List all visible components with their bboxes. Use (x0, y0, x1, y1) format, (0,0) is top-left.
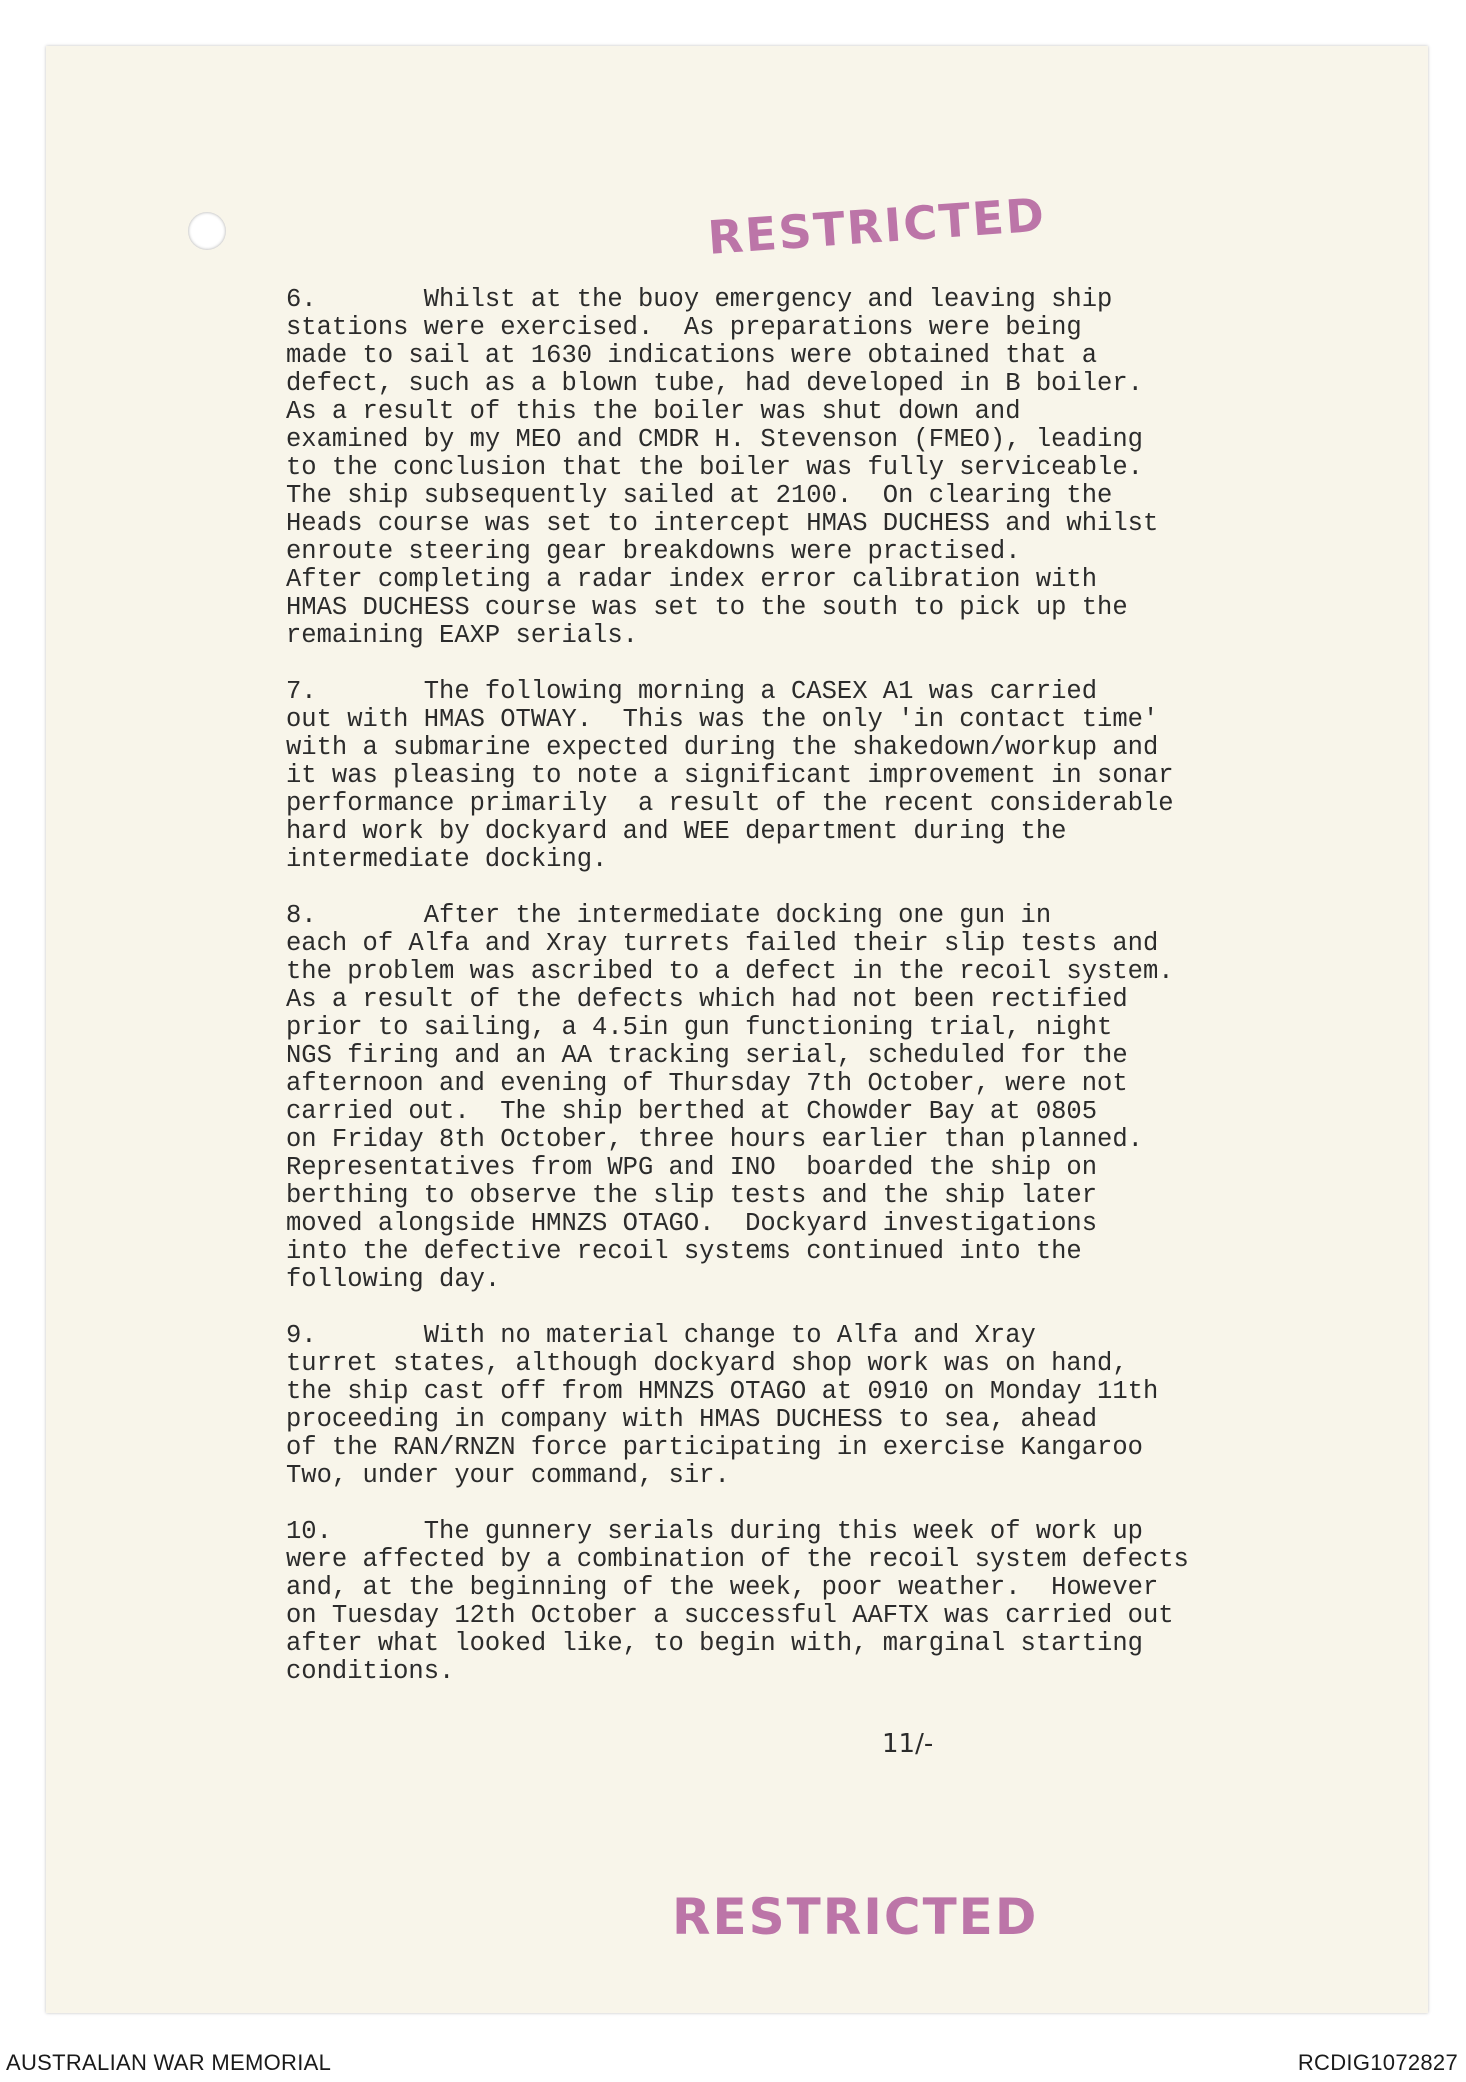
text-line: with a submarine expected during the shakedown/workup and (286, 733, 1159, 762)
text-line: hard work by dockyard and WEE department during the (286, 817, 1067, 846)
text-line: NGS firing and an AA tracking serial, scheduled for the (286, 1041, 1128, 1070)
text-line: Two, under your command, sir. (286, 1461, 730, 1490)
text-line: were affected by a combination of the recoil system defects (286, 1545, 1189, 1574)
text-line: following day. (286, 1265, 501, 1294)
text-line: carried out. The ship berthed at Chowder Bay at 0805 (286, 1097, 1098, 1126)
text-line: 9. With no material change to Alfa and Xray (286, 1321, 1036, 1350)
text-line: the ship cast off from HMNZS OTAGO at 0910 on Monday 11th (286, 1377, 1159, 1406)
text-line: performance primarily a result of the recent considerable (286, 789, 1174, 818)
text-line: The ship subsequently sailed at 2100. On clearing the (286, 481, 1113, 510)
text-line: moved alongside HMNZS OTAGO. Dockyard investigations (286, 1209, 1098, 1238)
text-line: it was pleasing to note a significant improvement in sonar (286, 761, 1174, 790)
paragraph-8 (286, 902, 1286, 1294)
text-line: remaining EAXP serials. (286, 621, 638, 650)
paragraph-9 (286, 1322, 1286, 1490)
text-line: to the conclusion that the boiler was fully serviceable. (286, 453, 1143, 482)
text-line: 10. The gunnery serials during this week of work up (286, 1517, 1143, 1546)
paragraph-7 (286, 678, 1286, 874)
text-line: 8. After the intermediate docking one gun in (286, 901, 1052, 930)
text-line: berthing to observe the slip tests and the ship later (286, 1181, 1098, 1210)
text-line: After completing a radar index error calibration with (286, 565, 1098, 594)
document-body (286, 286, 1286, 1714)
text-line: into the defective recoil systems continued into the (286, 1237, 1082, 1266)
text-line: defect, such as a blown tube, had developed in B boiler. (286, 369, 1143, 398)
paragraph-10 (286, 1518, 1286, 1686)
text-line: enroute steering gear breakdowns were practised. (286, 537, 1021, 566)
text-line: examined by my MEO and CMDR H. Stevenson (FMEO), leading (286, 425, 1143, 454)
text-line: and, at the beginning of the week, poor weather. However (286, 1573, 1159, 1602)
text-line: on Tuesday 12th October a successful AAFTX was carried out (286, 1601, 1174, 1630)
text-line: afternoon and evening of Thursday 7th October, were not (286, 1069, 1128, 1098)
text-line: the problem was ascribed to a defect in the recoil system. (286, 957, 1174, 986)
restricted-stamp-top: RESTRICTED (706, 187, 1048, 265)
text-line: each of Alfa and Xray turrets failed their slip tests and (286, 929, 1159, 958)
text-line: HMAS DUCHESS course was set to the south to pick up the (286, 593, 1128, 622)
text-line: Heads course was set to intercept HMAS DUCHESS and whilst (286, 509, 1159, 538)
paragraph-6 (286, 286, 1286, 650)
text-line: conditions. (286, 1657, 455, 1686)
text-line: stations were exercised. As preparations were being (286, 313, 1082, 342)
text-line: Representatives from WPG and INO boarded the ship on (286, 1153, 1098, 1182)
text-line: 7. The following morning a CASEX A1 was carried (286, 677, 1098, 706)
text-line: As a result of this the boiler was shut down and (286, 397, 1021, 426)
punch-hole (188, 212, 226, 250)
text-line: on Friday 8th October, three hours earlier than planned. (286, 1125, 1143, 1154)
text-line: made to sail at 1630 indications were obtained that a (286, 341, 1098, 370)
text-line: proceeding in company with HMAS DUCHESS to sea, ahead (286, 1405, 1098, 1434)
text-line: out with HMAS OTWAY. This was the only 'in contact time' (286, 705, 1159, 734)
text-line: turret states, although dockyard shop work was on hand, (286, 1349, 1128, 1378)
text-line: intermediate docking. (286, 845, 608, 874)
text-line: prior to sailing, a 4.5in gun functioning trial, night (286, 1013, 1113, 1042)
text-line: 6. Whilst at the buoy emergency and leaving ship (286, 285, 1113, 314)
text-line: As a result of the defects which had not been rectified (286, 985, 1128, 1014)
archive-reference-id: RCDIG1072827 (1297, 2050, 1458, 2075)
restricted-stamp-bottom: RESTRICTED (672, 1888, 1039, 1946)
continuation-page-ref: 11/- (882, 1729, 934, 1759)
document-page (46, 46, 1428, 2013)
archive-credit: AUSTRALIAN WAR MEMORIAL (6, 2050, 332, 2075)
text-line: of the RAN/RNZN force participating in exercise Kangaroo (286, 1433, 1143, 1462)
text-line: after what looked like, to begin with, marginal starting (286, 1629, 1143, 1658)
